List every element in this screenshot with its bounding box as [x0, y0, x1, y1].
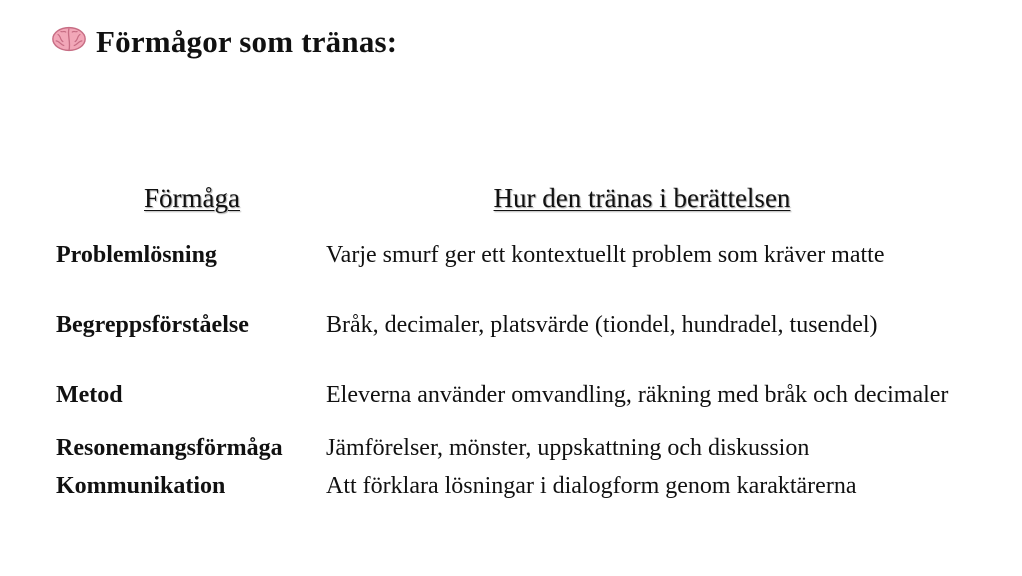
table-row	[56, 364, 956, 426]
table-row	[56, 224, 956, 286]
skill-name: Kommunikation	[56, 472, 226, 499]
skill-description: Varje smurf ger ett kontextuellt problem som kräver matte	[326, 241, 885, 268]
skill-name: Metod	[56, 381, 123, 408]
skills-table	[56, 176, 956, 502]
column-header-description: Hur den tränas i berättelsen	[493, 183, 791, 213]
skill-description: Jämförelser, mönster, uppskattning och diskussion	[326, 434, 810, 461]
skill-description: Bråk, decimaler, platsvärde (tiondel, hundradel, tusendel)	[326, 311, 878, 338]
page-title: Förmågor som tränas:	[96, 24, 398, 59]
skill-name: Begreppsförståelse	[56, 311, 249, 338]
brain-icon	[50, 22, 88, 56]
table-row	[56, 470, 956, 502]
title-row	[50, 26, 397, 57]
column-header-skill: Förmåga	[144, 183, 240, 213]
table-header-row	[56, 176, 956, 214]
skill-name: Resonemangsförmåga	[56, 434, 283, 461]
table-row	[56, 432, 956, 464]
table-row	[56, 294, 956, 356]
skill-name: Problemlösning	[56, 241, 217, 268]
skill-description: Att förklara lösningar i dialogform genom karaktärerna	[326, 472, 857, 499]
skill-description: Eleverna använder omvandling, räkning med bråk och decimaler	[326, 381, 949, 408]
